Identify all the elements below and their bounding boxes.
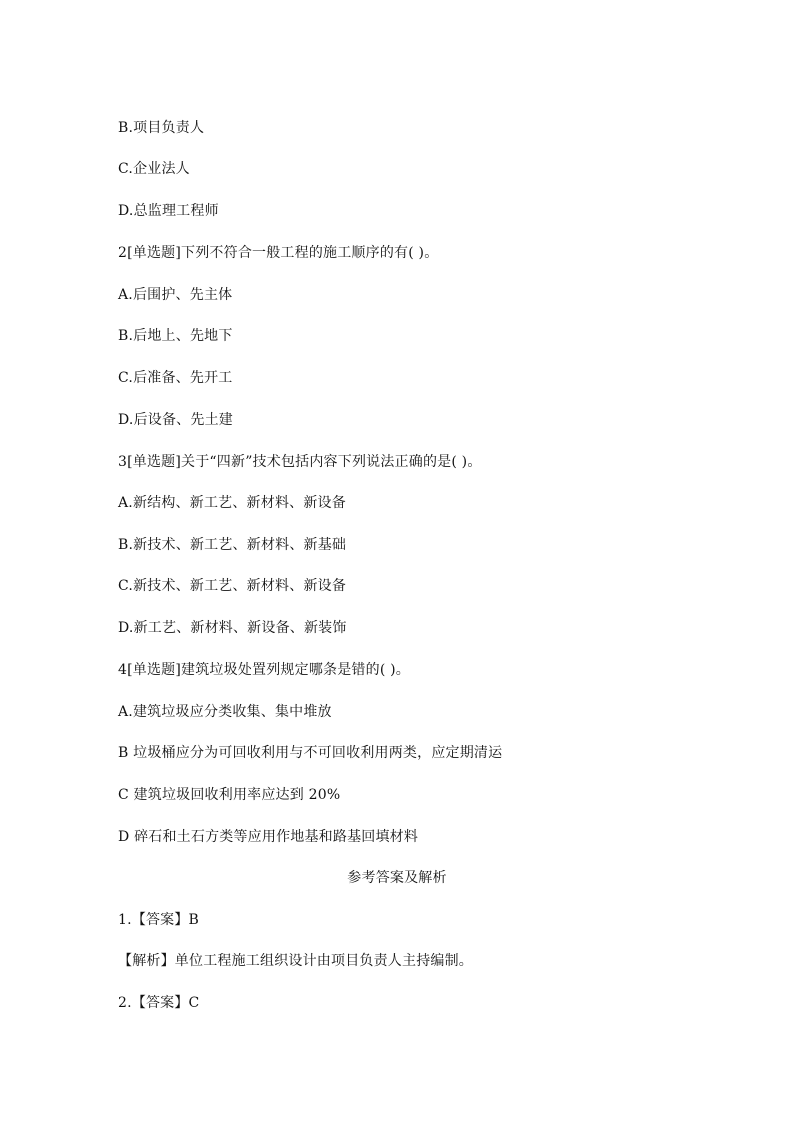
question-4: 4[单选题]建筑垃圾处置列规定哪条是错的( )。	[118, 662, 411, 678]
option-c-q3: C.新技术、新工艺、新材料、新设备	[118, 578, 347, 594]
answer-1: 1.【答案】B	[118, 912, 200, 928]
option-d-q1: D.总监理工程师	[118, 203, 219, 219]
option-d-q2: D.后设备、先土建	[118, 412, 233, 428]
option-b-q1: B.项目负责人	[118, 120, 205, 136]
question-2: 2[单选题]下列不符合一般工程的施工顺序的有( )。	[118, 245, 439, 261]
option-c-q2: C.后准备、先开工	[118, 370, 233, 386]
option-d-q4: D 碎石和土石方类等应用作地基和路基回填材料	[118, 829, 419, 845]
answers-heading: 参考答案及解析	[347, 870, 447, 886]
option-a-q2: A.后围护、先主体	[118, 287, 233, 303]
option-c-q1: C.企业法人	[118, 161, 190, 177]
option-c-q4: C 建筑垃圾回收利用率应达到 20%	[118, 787, 341, 803]
question-3: 3[单选题]关于“四新”技术包括内容下列说法正确的是( )。	[118, 454, 482, 470]
option-b-q3: B.新技术、新工艺、新材料、新基础	[118, 537, 347, 553]
option-d-q3: D.新工艺、新材料、新设备、新装饰	[118, 620, 347, 636]
option-a-q3: A.新结构、新工艺、新材料、新设备	[118, 495, 346, 511]
option-a-q4: A.建筑垃圾应分类收集、集中堆放	[118, 704, 332, 720]
analysis-1: 【解析】单位工程施工组织设计由项目负责人主持编制。	[118, 953, 473, 969]
option-b-q2: B.后地上、先地下	[118, 328, 233, 344]
option-b-q4: B 垃圾桶应分为可回收利用与不可回收利用两类，应定期清运	[118, 745, 503, 761]
answer-2: 2.【答案】C	[118, 995, 200, 1011]
